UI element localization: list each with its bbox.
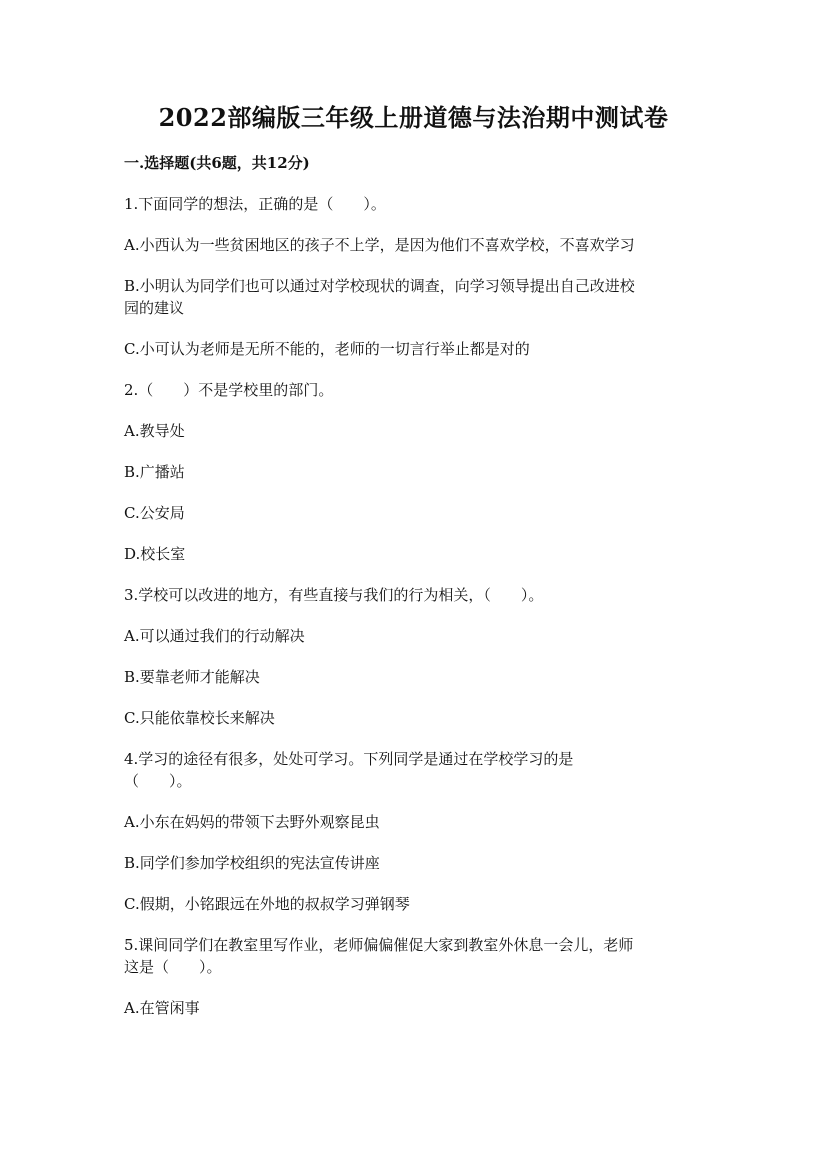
question-3-stem: 3.学校可以改进的地方，有些直接与我们的行为相关，（ ）。 [124,586,544,604]
question-3-option-c: C.只能依靠校长来解决 [124,709,275,727]
question-5-option-a: A.在管闲事 [124,999,200,1017]
question-1-option-a: A.小西认为一些贫困地区的孩子不上学，是因为他们不喜欢学校，不喜欢学习 [124,236,635,254]
question-4-option-c: C.假期，小铭跟远在外地的叔叔学习弹钢琴 [124,895,410,913]
question-3-option-b: B.要靠老师才能解决 [124,668,260,686]
question-4-option-b: B.同学们参加学校组织的宪法宣传讲座 [124,854,380,872]
question-1-option-b-line1: B.小明认为同学们也可以通过对学校现状的调查，向学习领导提出自己改进校 [124,277,635,295]
question-1-stem: 1.下面同学的想法，正确的是（ ）。 [124,195,386,213]
question-2-option-a: A.教导处 [124,422,185,440]
question-1-option-b-line2: 园的建议 [124,299,185,317]
page-title: 2022部编版三年级上册道德与法治期中测试卷 [158,103,669,132]
question-4-stem-line2: （ ）。 [124,772,192,790]
question-4-stem-line1: 4.学习的途径有很多，处处可学习。下列同学是通过在学校学习的是 [124,750,574,768]
question-4-option-a: A.小东在妈妈的带领下去野外观察昆虫 [124,813,380,831]
question-1-option-c: C.小可认为老师是无所不能的，老师的一切言行举止都是对的 [124,340,530,358]
question-2-option-d: D.校长室 [124,545,186,563]
question-3-option-a: A.可以通过我们的行动解决 [124,627,305,645]
question-2-option-c: C.公安局 [124,504,185,522]
question-2-stem: 2.（ ）不是学校里的部门。 [124,381,334,399]
question-5-stem-line1: 5.课间同学们在教室里写作业，老师偏偏催促大家到教室外休息一会儿，老师 [124,936,634,954]
section-heading: 一.选择题(共6题，共12分) [124,154,310,172]
question-5-stem-line2: 这是（ ）。 [124,958,222,976]
question-2-option-b: B.广播站 [124,463,185,481]
